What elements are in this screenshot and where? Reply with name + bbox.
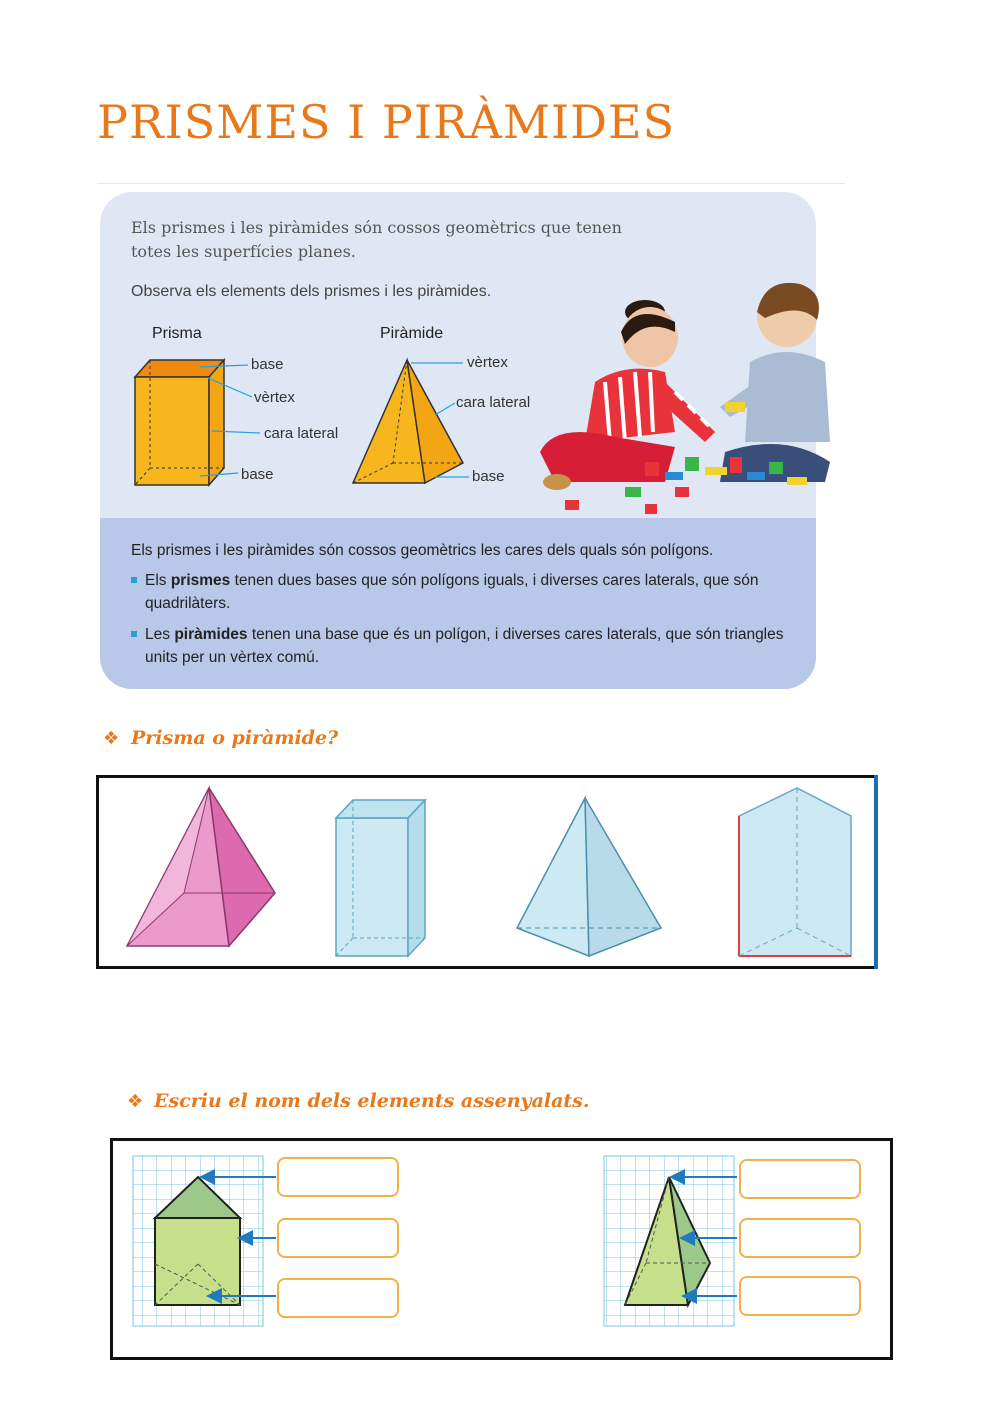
grid-pyramid-figure xyxy=(604,1156,737,1326)
answer-field-pyramid-1[interactable] xyxy=(739,1159,861,1199)
children-playing-photo xyxy=(525,272,845,522)
pyramid-figure-title: Piràmide xyxy=(380,325,444,342)
box-edge xyxy=(874,775,878,969)
answer-field-prism-1[interactable] xyxy=(277,1157,399,1197)
answer-field-prism-2[interactable] xyxy=(277,1218,399,1258)
prism-label-lateral-face: cara lateral xyxy=(264,425,339,442)
answer-field-prism-3[interactable] xyxy=(277,1278,399,1318)
shapes-exercise-box xyxy=(96,775,878,969)
section-bullet-icon: ❖ xyxy=(127,1091,144,1112)
prism-definition xyxy=(145,569,785,615)
blue-pyramid-shape[interactable] xyxy=(517,798,661,956)
prism-figure-title: Prisma xyxy=(152,325,202,342)
divider xyxy=(97,183,845,184)
pyramid-definition xyxy=(145,623,785,669)
pyramid-label-base: base xyxy=(472,468,505,485)
triangular-prism-shape[interactable] xyxy=(739,788,851,956)
pyramid-definition-term: piràmides xyxy=(174,626,248,643)
pyramid-label-vertex: vèrtex xyxy=(467,354,508,371)
bullet-icon xyxy=(131,577,137,583)
answer-field-pyramid-3[interactable] xyxy=(739,1276,861,1316)
prism-definition-pre: Els xyxy=(145,572,171,589)
tall-prism-shape[interactable] xyxy=(336,800,425,956)
prism-definition-term: prismes xyxy=(170,572,231,589)
section-bullet-icon: ❖ xyxy=(103,728,120,749)
pyramid-definition-post: tenen una base que és un polígon, i diverses cares laterals, que són triangles units per un vèrtex comú. xyxy=(145,626,784,666)
pink-pyramid-shape[interactable] xyxy=(127,788,275,946)
pyramid-label-lateral-face: cara lateral xyxy=(456,394,531,411)
elements-exercise-box xyxy=(110,1138,893,1360)
prism-definition-post: tenen dues bases que són polígons iguals, i diverses cares laterals, que són quadrilàters. xyxy=(145,572,759,612)
pyramid-definition-pre: Les xyxy=(145,626,175,643)
page-title: PRISMES I PIRÀMIDES xyxy=(97,95,676,149)
observe-text: Observa els elements dels prismes i les piràmides. xyxy=(131,283,492,300)
grid-prism-figure xyxy=(133,1156,276,1326)
prism-label-vertex: vèrtex xyxy=(254,389,295,406)
section-title-prism-or-pyramid: Prisma o piràmide? xyxy=(131,727,339,749)
bullet-icon xyxy=(131,631,137,637)
answer-field-pyramid-2[interactable] xyxy=(739,1218,861,1258)
definition-intro: Els prismes i les piràmides són cossos geomètrics les cares dels quals són polígons. xyxy=(131,542,714,559)
prism-label-base-bottom: base xyxy=(241,466,274,483)
shapes-drawing xyxy=(99,778,875,966)
section-title-write-elements: Escriu el nom dels elements assenyalats. xyxy=(154,1090,590,1112)
intro-text: Els prismes i les piràmides són cossos geomètrics que tenen totes les superfícies planes. xyxy=(131,218,622,261)
prism-label-base-top: base xyxy=(251,356,284,373)
